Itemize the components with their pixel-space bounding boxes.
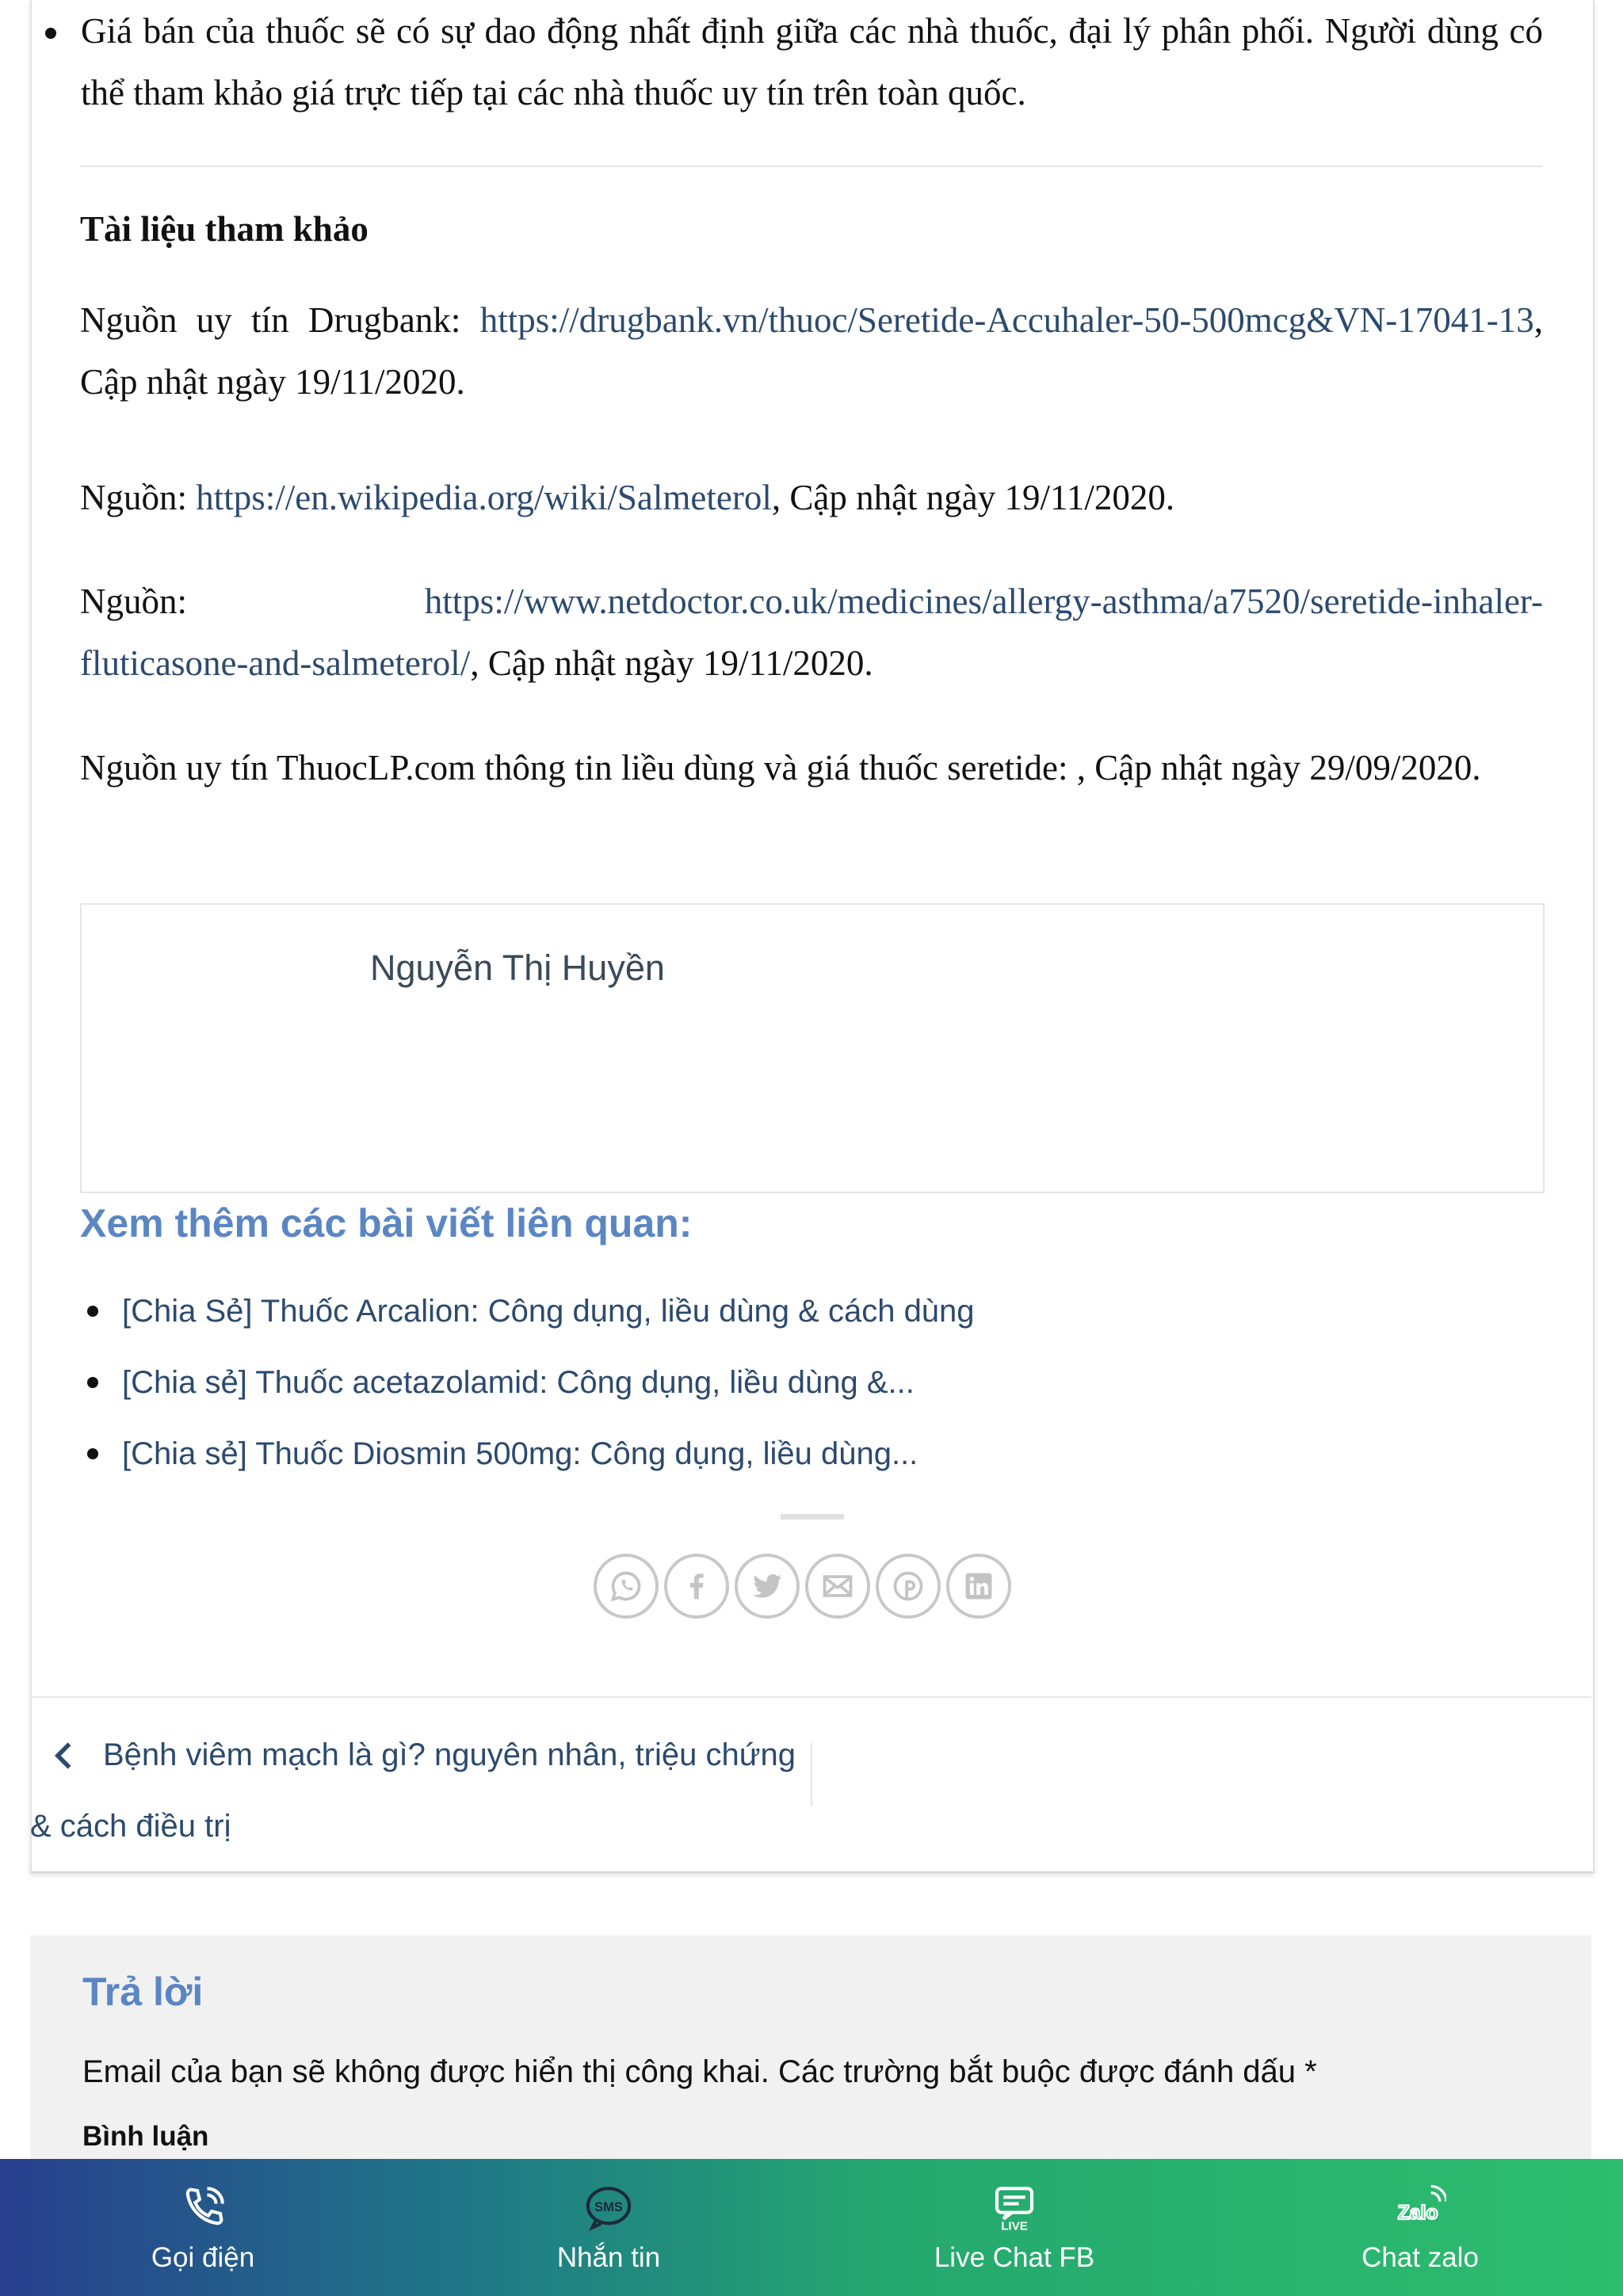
sms-button[interactable]	[406, 2159, 812, 2296]
share-pinterest-button[interactable]	[876, 1554, 941, 1619]
live-chat-fb-button[interactable]	[812, 2159, 1217, 2296]
live-chat-fb-label: Live Chat FB	[934, 2241, 1095, 2273]
previous-post-link[interactable]	[30, 1719, 815, 1862]
share-linkedin-button[interactable]	[946, 1554, 1011, 1619]
bottom-contact-bar	[0, 2159, 1623, 2296]
svg-text:LIVE: LIVE	[1001, 2219, 1028, 2233]
share-facebook-button[interactable]	[664, 1554, 729, 1619]
svg-text:SMS: SMS	[594, 2199, 623, 2214]
drugbank-link[interactable]: https://drugbank.vn/thuoc/Seretide-Accuhaler-50-500mcg&VN-17041-13	[479, 300, 1534, 340]
linkedin-icon	[961, 1569, 996, 1604]
related-post-link[interactable]: [Chia sẻ] Thuốc Diosmin 500mg: Công dụng, liều dùng...	[122, 1418, 975, 1489]
live-chat-icon	[988, 2182, 1041, 2234]
share-buttons	[594, 1554, 1011, 1619]
reference-thuoclp: Nguồn uy tín ThuocLP.com thông tin liều dùng và giá thuốc seretide: , Cập nhật ngày 29/09/2020.	[80, 748, 1481, 788]
comment-label: Bình luận	[82, 2121, 209, 2152]
reference-wikipedia: Nguồn: https://en.wikipedia.org/wiki/Salmeterol, Cập nhật ngày 19/11/2020.	[80, 478, 1175, 517]
phone-icon	[177, 2182, 229, 2234]
share-divider	[781, 1514, 844, 1520]
related-posts-list	[122, 1276, 975, 1489]
share-twitter-button[interactable]	[735, 1554, 800, 1619]
zalo-icon	[1394, 2182, 1446, 2234]
chevron-left-icon	[48, 1738, 82, 1773]
related-post-link[interactable]: [Chia Sẻ] Thuốc Arcalion: Công dụng, liều dùng & cách dùng	[122, 1276, 975, 1347]
reference-netdoctor: Nguồn: https://www.netdoctor.co.uk/medicines/allergy-asthma/a7520/seretide-inhaler-fluticasone-and-salmeterol/, Cập nhật ngày 19/11/2020.	[80, 582, 1543, 683]
post-nav-divider	[30, 1696, 1591, 1698]
author-box	[80, 903, 1545, 1193]
facebook-icon	[679, 1569, 714, 1604]
sms-icon	[582, 2182, 635, 2234]
share-whatsapp-button[interactable]	[594, 1554, 659, 1619]
price-note-bullet: Giá bán của thuốc sẽ có sự dao động nhất định giữa các nhà thuốc, đại lý phân phối. Người dùng có thể tham khảo giá trực tiếp tại các nhà thuốc uy tín trên toàn quốc.	[81, 0, 1543, 124]
twitter-icon	[750, 1569, 785, 1604]
related-post-link[interactable]: [Chia sẻ] Thuốc acetazolamid: Công dụng, liều dùng &...	[122, 1347, 975, 1418]
netdoctor-link[interactable]: https://www.netdoctor.co.uk/medicines/allergy-asthma/a7520/seretide-inhaler-fluticasone-and-salmeterol/	[80, 582, 1543, 683]
share-email-button[interactable]	[805, 1554, 870, 1619]
call-label: Gọi điện	[151, 2241, 255, 2273]
chat-zalo-button[interactable]	[1217, 2159, 1623, 2296]
wikipedia-link[interactable]: https://en.wikipedia.org/wiki/Salmeterol	[196, 478, 772, 517]
email-icon	[820, 1569, 855, 1604]
pinterest-icon	[891, 1569, 926, 1604]
call-button[interactable]	[0, 2159, 406, 2296]
svg-text:Zalo: Zalo	[1397, 2202, 1438, 2224]
reference-drugbank: Nguồn uy tín Drugbank: https://drugbank.vn/thuoc/Seretide-Accuhaler-50-500mcg&VN-17041-13, Cập nhật ngày 19/11/2020.	[80, 300, 1543, 402]
previous-post-label: Bệnh viêm mạch là gì? nguyên nhân, triệu chứng & cách điều trị	[30, 1737, 796, 1844]
sms-label: Nhắn tin	[556, 2241, 661, 2273]
reply-note: Email của bạn sẽ không được hiển thị công khai. Các trường bắt buộc được đánh dấu *	[82, 2054, 1317, 2089]
author-name[interactable]: Nguyễn Thị Huyền	[370, 948, 665, 988]
post-nav-separator	[811, 1743, 812, 1806]
chat-zalo-label: Chat zalo	[1361, 2241, 1479, 2273]
reply-title: Trả lời	[82, 1970, 204, 2014]
whatsapp-icon	[609, 1569, 643, 1604]
references-title: Tài liệu tham khảo	[80, 209, 369, 249]
related-posts-title: Xem thêm các bài viết liên quan:	[80, 1201, 693, 1245]
divider	[80, 166, 1543, 167]
